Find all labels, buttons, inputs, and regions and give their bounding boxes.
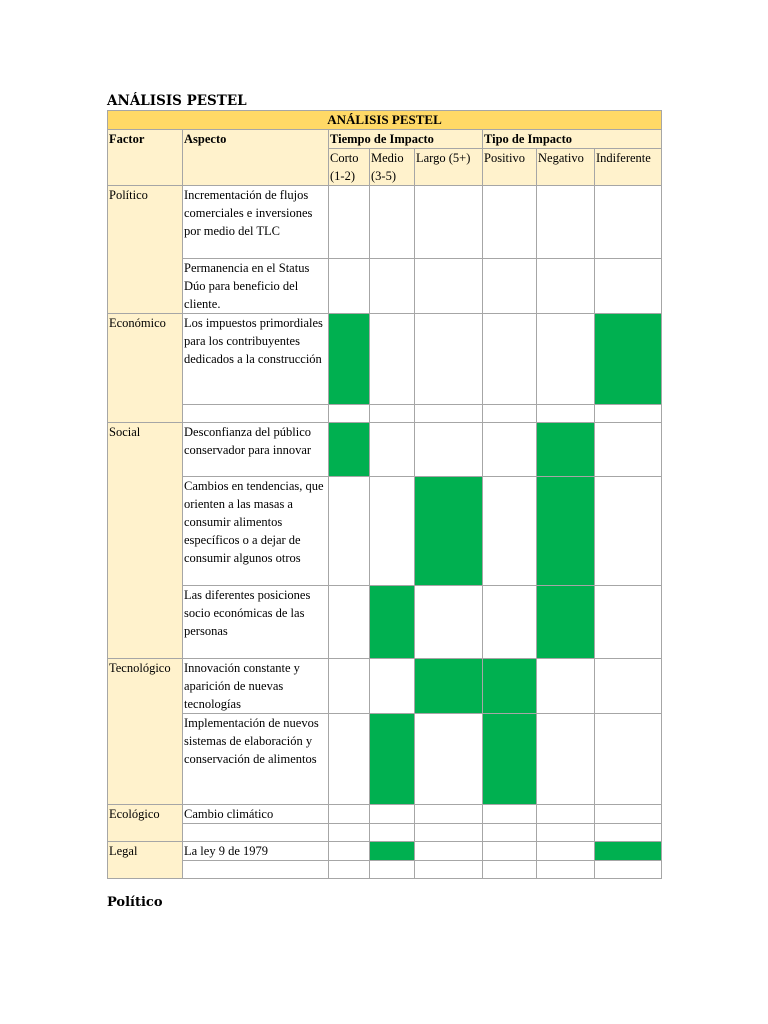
impact-cell-positive — [483, 714, 537, 805]
table-row — [108, 423, 662, 477]
table-row — [108, 405, 662, 423]
impact-cell-short-term — [329, 714, 370, 805]
aspect-cell: Cambios en tendencias, que orienten a las masas a consumir alimentos específicos o a dejar de consumir algunos otros — [183, 477, 329, 586]
impact-cell-medium-term — [370, 259, 415, 314]
impact-cell-negative — [537, 586, 595, 659]
impact-cell-positive — [483, 477, 537, 586]
impact-cell-short-term — [329, 477, 370, 586]
impact-cell-short-term — [329, 842, 370, 861]
impact-cell-short-term — [329, 659, 370, 714]
aspect-cell — [183, 861, 329, 879]
table-row — [108, 659, 662, 714]
header-indifferent: Indiferente — [595, 149, 662, 186]
impact-cell-negative — [537, 477, 595, 586]
table-row — [108, 586, 662, 659]
impact-cell-medium-term — [370, 824, 415, 842]
impact-cell-medium-term — [370, 586, 415, 659]
table-row — [108, 861, 662, 879]
header-aspect: Aspecto — [183, 130, 329, 186]
table-title: ANÁLISIS PESTEL — [108, 111, 662, 130]
impact-cell-long-term — [415, 405, 483, 423]
factor-tecnologico: Tecnológico — [108, 659, 183, 805]
section-heading-politico: Político — [107, 895, 163, 910]
impact-cell-medium-term — [370, 861, 415, 879]
impact-cell-short-term — [329, 186, 370, 259]
table-row — [108, 824, 662, 842]
impact-cell-indifferent — [595, 314, 662, 405]
impact-cell-indifferent — [595, 186, 662, 259]
impact-cell-long-term — [415, 861, 483, 879]
impact-cell-indifferent — [595, 842, 662, 861]
factor-social: Social — [108, 423, 183, 659]
impact-cell-negative — [537, 314, 595, 405]
impact-cell-long-term — [415, 259, 483, 314]
impact-cell-medium-term — [370, 842, 415, 861]
impact-cell-negative — [537, 714, 595, 805]
header-type-impact: Tipo de Impacto — [483, 130, 662, 149]
table-row — [108, 842, 662, 861]
impact-cell-indifferent — [595, 805, 662, 824]
impact-cell-negative — [537, 824, 595, 842]
page-heading: ANÁLISIS PESTEL — [107, 93, 247, 109]
header-factor: Factor — [108, 130, 183, 186]
impact-cell-positive — [483, 186, 537, 259]
impact-cell-short-term — [329, 423, 370, 477]
pestel-table — [107, 110, 662, 879]
table-row — [108, 259, 662, 314]
table-row — [108, 477, 662, 586]
impact-cell-long-term — [415, 714, 483, 805]
impact-cell-medium-term — [370, 805, 415, 824]
impact-cell-medium-term — [370, 314, 415, 405]
impact-cell-positive — [483, 861, 537, 879]
impact-cell-medium-term — [370, 405, 415, 423]
impact-cell-long-term — [415, 477, 483, 586]
header-medium-term: Medio (3-5) — [370, 149, 415, 186]
impact-cell-positive — [483, 659, 537, 714]
impact-cell-negative — [537, 842, 595, 861]
aspect-cell: Las diferentes posiciones socio económicas de las personas — [183, 586, 329, 659]
impact-cell-short-term — [329, 405, 370, 423]
factor-ecologico: Ecológico — [108, 805, 183, 842]
impact-cell-negative — [537, 186, 595, 259]
impact-cell-long-term — [415, 659, 483, 714]
table-row — [108, 314, 662, 405]
impact-cell-short-term — [329, 824, 370, 842]
aspect-cell: Permanencia en el Status Dúo para beneficio del cliente. — [183, 259, 329, 314]
factor-legal: Legal — [108, 842, 183, 879]
impact-cell-negative — [537, 423, 595, 477]
factor-politico: Político — [108, 186, 183, 314]
impact-cell-indifferent — [595, 477, 662, 586]
table-row — [108, 805, 662, 824]
impact-cell-short-term — [329, 259, 370, 314]
aspect-cell: Desconfianza del público conservador para innovar — [183, 423, 329, 477]
impact-cell-medium-term — [370, 477, 415, 586]
impact-cell-short-term — [329, 805, 370, 824]
factor-economico: Económico — [108, 314, 183, 423]
impact-cell-positive — [483, 314, 537, 405]
impact-cell-indifferent — [595, 259, 662, 314]
impact-cell-indifferent — [595, 824, 662, 842]
aspect-cell: Cambio climático — [183, 805, 329, 824]
aspect-cell: La ley 9 de 1979 — [183, 842, 329, 861]
impact-cell-positive — [483, 842, 537, 861]
header-negative: Negativo — [537, 149, 595, 186]
impact-cell-short-term — [329, 861, 370, 879]
impact-cell-short-term — [329, 314, 370, 405]
impact-cell-medium-term — [370, 186, 415, 259]
aspect-cell: Incrementación de flujos comerciales e inversiones por medio del TLC — [183, 186, 329, 259]
header-positive: Positivo — [483, 149, 537, 186]
impact-cell-negative — [537, 659, 595, 714]
header-long-term: Largo (5+) — [415, 149, 483, 186]
aspect-cell: Innovación constante y aparición de nuevas tecnologías — [183, 659, 329, 714]
aspect-cell — [183, 405, 329, 423]
impact-cell-negative — [537, 405, 595, 423]
impact-cell-positive — [483, 259, 537, 314]
impact-cell-indifferent — [595, 405, 662, 423]
impact-cell-medium-term — [370, 423, 415, 477]
impact-cell-positive — [483, 824, 537, 842]
impact-cell-medium-term — [370, 659, 415, 714]
impact-cell-positive — [483, 805, 537, 824]
aspect-cell — [183, 824, 329, 842]
table-row — [108, 186, 662, 259]
impact-cell-long-term — [415, 586, 483, 659]
impact-cell-long-term — [415, 842, 483, 861]
impact-cell-positive — [483, 586, 537, 659]
impact-cell-negative — [537, 805, 595, 824]
impact-cell-long-term — [415, 805, 483, 824]
impact-cell-medium-term — [370, 714, 415, 805]
aspect-cell: Los impuestos primordiales para los contribuyentes dedicados a la construcción — [183, 314, 329, 405]
impact-cell-negative — [537, 861, 595, 879]
impact-cell-long-term — [415, 314, 483, 405]
impact-cell-indifferent — [595, 861, 662, 879]
impact-cell-positive — [483, 423, 537, 477]
header-short-term: Corto (1-2) — [329, 149, 370, 186]
impact-cell-long-term — [415, 824, 483, 842]
impact-cell-indifferent — [595, 659, 662, 714]
impact-cell-indifferent — [595, 423, 662, 477]
impact-cell-long-term — [415, 423, 483, 477]
table-row — [108, 714, 662, 805]
impact-cell-positive — [483, 405, 537, 423]
impact-cell-long-term — [415, 186, 483, 259]
impact-cell-indifferent — [595, 586, 662, 659]
aspect-cell: Implementación de nuevos sistemas de elaboración y conservación de alimentos — [183, 714, 329, 805]
impact-cell-indifferent — [595, 714, 662, 805]
impact-cell-short-term — [329, 586, 370, 659]
impact-cell-negative — [537, 259, 595, 314]
header-time-impact: Tiempo de Impacto — [329, 130, 483, 149]
